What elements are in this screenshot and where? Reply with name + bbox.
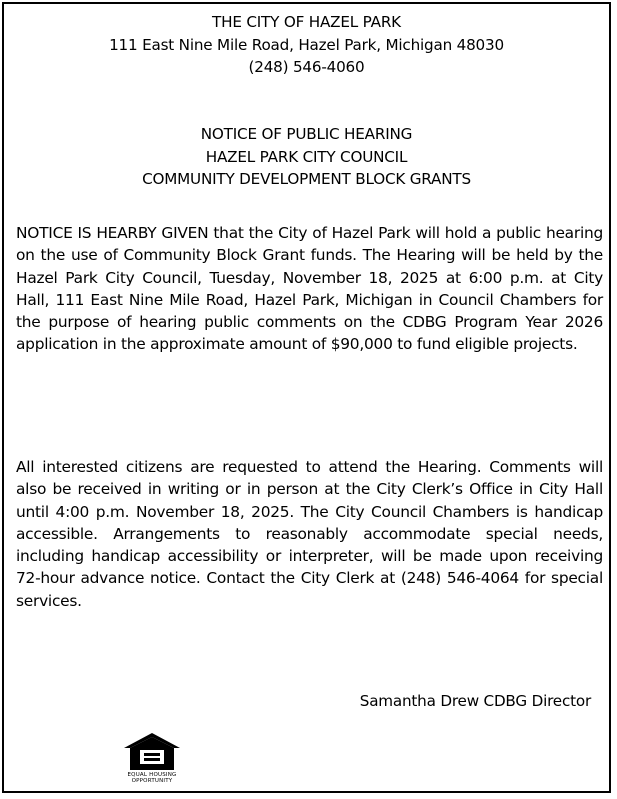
logo-caption-line2: OPPORTUNITY bbox=[131, 778, 173, 784]
notice-title: NOTICE OF PUBLIC HEARING bbox=[200, 125, 413, 143]
equal-housing-opportunity-logo bbox=[120, 732, 184, 794]
notice-header bbox=[4, 11, 609, 79]
city-phone: (248) 546-4060 bbox=[248, 58, 365, 76]
attendance-paragraph: All interested citizens are requested to attend the Hearing. Comments will also be received in writing or in person at the City Clerk’s Office in City Hall until 4:00 p.m. November 18, 2025. The City Council Chambers is handicap accessible. Arrangements to reasonably accommodate special needs, including handicap accessibility or interpreter, will be made upon receiving 72-hour advance notice. Contact the City Clerk at (248) 546-4064 for special services. bbox=[16, 458, 603, 610]
logo-caption bbox=[120, 772, 184, 784]
council-title: HAZEL PARK CITY COUNCIL bbox=[205, 147, 408, 166]
program-title: COMMUNITY DEVELOPMENT BLOCK GRANTS bbox=[142, 170, 471, 188]
city-name: THE CITY OF HAZEL PARK bbox=[212, 13, 401, 31]
logo-caption-line1: EQUAL HOUSING bbox=[127, 772, 177, 778]
equal-housing-opportunity-icon bbox=[120, 732, 184, 772]
hearing-notice-paragraph: NOTICE IS HEARBY GIVEN that the City of Hazel Park will hold a public hearing on the use of Community Block Grant funds. The Hearing will be held by the Hazel Park City Council, Tuesday, November 18, 2025 at 6:00 p.m. at City Hall, 111 East Nine Mile Road, Hazel Park, Michigan in Council Chambers for the purpose of hearing public comments on the CDBG Program Year 2026 application in the approximate amount of $90,000 to fund eligible projects. bbox=[16, 224, 603, 354]
public-notice bbox=[2, 2, 611, 793]
signature: Samantha Drew CDBG Director bbox=[359, 692, 591, 710]
city-address: 111 East Nine Mile Road, Hazel Park, Michigan 48030 bbox=[109, 35, 504, 54]
notice-titles bbox=[4, 123, 609, 191]
